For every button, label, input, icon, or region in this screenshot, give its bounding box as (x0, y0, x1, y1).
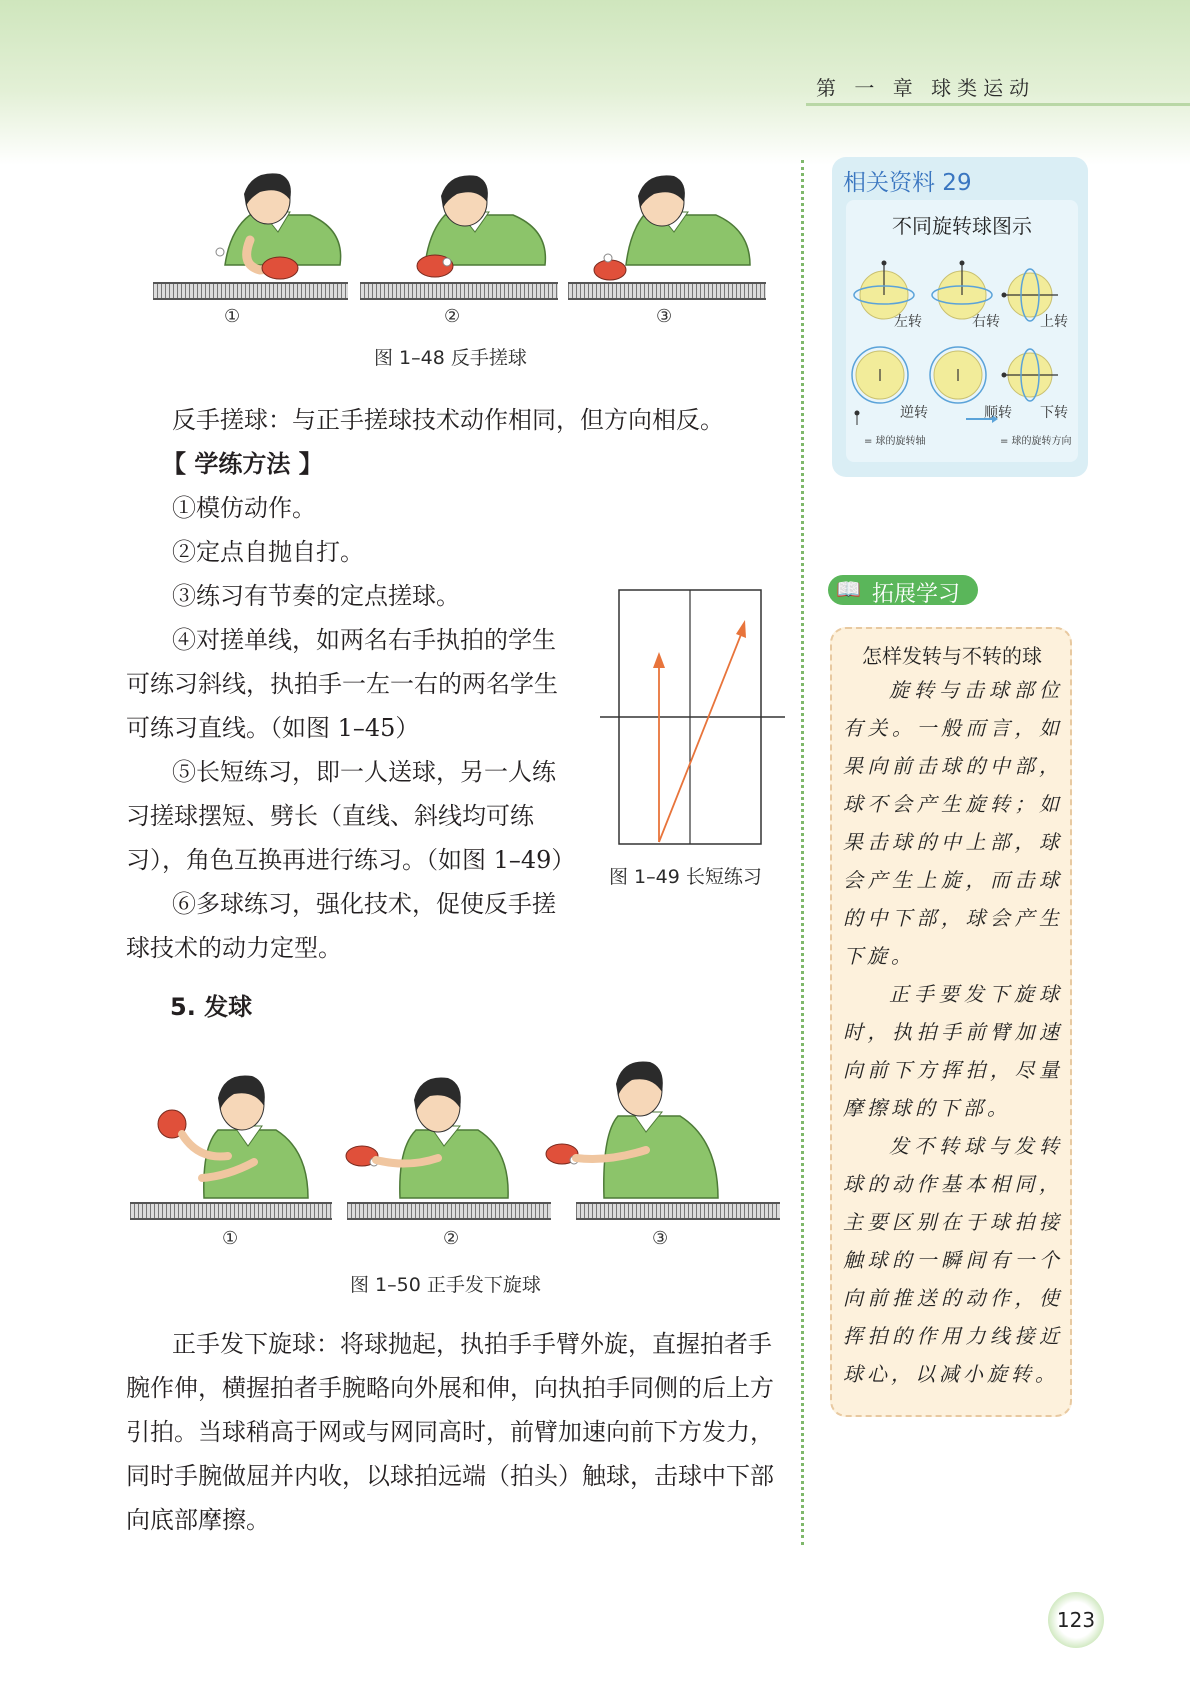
server-1 (158, 1075, 308, 1198)
method-5: ⑤长短练习，即一人送球，另一人练习搓球摆短、劈长（直线、斜线均可练习），角色互换再进行练习。（如图 1–49） (126, 758, 576, 874)
chapter-title: 第 一 章 球类运动 (816, 76, 1036, 100)
player-3 (594, 175, 750, 280)
paragraph-serve: 正手发下旋球：将球抛起，执拍手手臂外旋，直握拍者手腕作伸，横握拍者手腕略向外展和伸，向执拍手同侧的后上方引拍。当球稍高于网或与网同高时，前臂加速向前下方发力，同时手腕做屈并内收，以球拍远端（拍头）触球，击球中下部向底部摩擦。 (126, 1330, 774, 1534)
fig48-num-3: ③ (656, 306, 673, 327)
fig49-caption: 图 1–49 长短练习 (609, 866, 762, 888)
counter-spin-ball (852, 347, 908, 403)
table-net-4 (130, 1202, 332, 1220)
server-2 (346, 1077, 508, 1198)
spin-diagram (846, 255, 1078, 425)
method-6: ⑥多球练习，强化技术，促使反手搓球技术的动力定型。 (126, 890, 556, 962)
fig50-num-3: ③ (652, 1228, 669, 1249)
spin-diagram-title: 不同旋转球图示 (892, 214, 1032, 238)
extended-learning-title: 怎样发转与不转的球 (862, 644, 1042, 668)
fig48-num-1: ① (224, 306, 241, 327)
header-rule (806, 103, 1190, 106)
clockwise-spin-ball (930, 347, 986, 403)
method-4: ④对搓单线，如两名右手执拍的学生可练习斜线，执拍手一左一右的两名学生可练习直线。（如图 1–45） (126, 626, 558, 742)
extended-learning-p3: 发不转球与发转球的动作基本相同，主要区别在于球拍接触球的一瞬间有一个向前推送的动作，使挥拍的作用力线接近球心，以减小旋转。 (843, 1134, 1063, 1386)
table-net-6 (576, 1202, 780, 1220)
paragraph-backhand: 反手搓球：与正手搓球技术动作相同，但方向相反。 (172, 406, 724, 434)
label-counter-spin: 逆转 (900, 405, 928, 421)
table-net-3 (568, 282, 766, 300)
extended-learning-label: 拓展学习 (872, 582, 961, 607)
legend-axis-icon (855, 411, 860, 426)
related-material-title: 相关资料 29 (843, 170, 972, 196)
method-1: ①模仿动作。 (172, 494, 316, 522)
table-net-5 (347, 1202, 551, 1220)
label-clockwise-spin: 顺转 (984, 405, 1012, 421)
fig50-num-1: ① (222, 1228, 239, 1249)
server-3 (546, 1061, 718, 1198)
page-number: 123 (1048, 1592, 1104, 1648)
method-3: ③练习有节奏的定点搓球。 (172, 582, 460, 610)
label-left-spin: 左转 (894, 314, 922, 330)
column-divider (801, 160, 804, 1545)
extended-learning-p2: 正手要发下旋球时，执拍手前臂加速向前下方挥拍，尽量摩擦球的下部。 (843, 982, 1063, 1120)
player-1 (216, 173, 341, 279)
back-spin-ball (1002, 349, 1059, 401)
method-2: ②定点自抛自打。 (172, 538, 364, 566)
fig50-num-2: ② (443, 1228, 460, 1249)
label-back-spin: 下转 (1040, 405, 1068, 421)
fig50-caption: 图 1–50 正手发下旋球 (350, 1274, 541, 1296)
forehand-backspin-serve-illustration (128, 1050, 780, 1210)
section-5-heading: 5. 发球 (170, 993, 253, 1021)
book-search-icon: 📖 (836, 577, 861, 601)
fig48-caption: 图 1–48 反手搓球 (374, 347, 527, 369)
fig48-num-2: ② (444, 306, 461, 327)
table-net-1 (153, 282, 348, 300)
method-heading: 【 学练方法 】 (162, 450, 323, 478)
table-net-2 (360, 282, 558, 300)
legend-direction: = 球的旋转方向 (1000, 436, 1072, 447)
figure-1-49 (600, 588, 785, 848)
legend-axis: = 球的旋转轴 (864, 436, 926, 447)
extended-learning-badge (828, 575, 978, 605)
long-short-diagram (600, 588, 785, 848)
label-right-spin: 右转 (972, 314, 1000, 330)
figure-1-50 (128, 1050, 780, 1210)
label-top-spin: 上转 (1040, 314, 1068, 330)
extended-learning-p1: 旋转与击球部位有关。一般而言，如果向前击球的中部，球不会产生旋转；如果击球的中上部，球会产生上旋，而击球的中下部，球会产生下旋。 (843, 678, 1063, 968)
player-2 (417, 175, 545, 277)
spin-balls-illustration (846, 255, 1078, 425)
